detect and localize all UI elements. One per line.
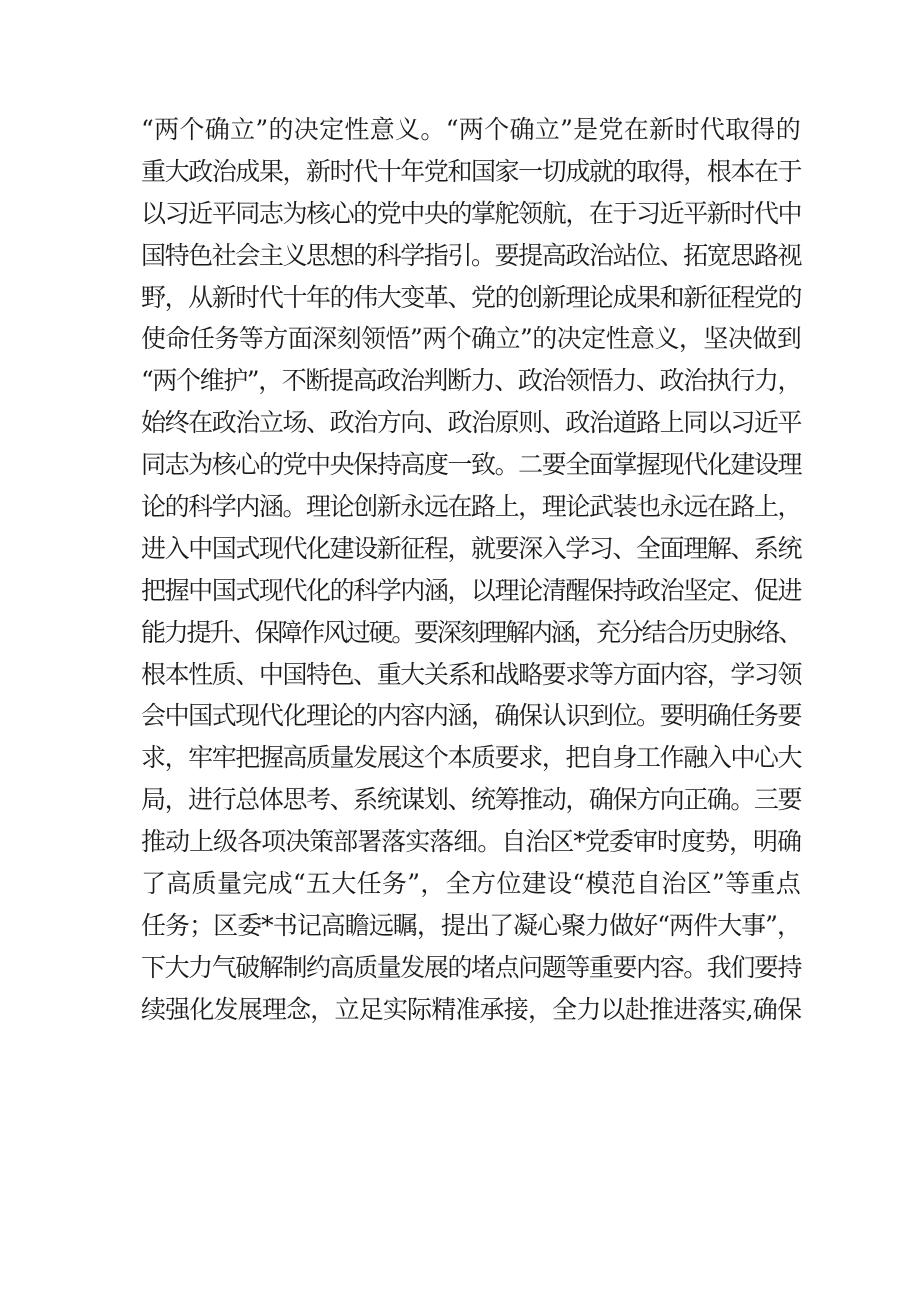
text-line: 局，进行总体思考、系统谋划、统筹推动，确保方向正确。三要 — [141, 785, 801, 815]
text-line: 能力提升、保障作风过硬。要深刻理解内涵，充分结合历史脉络、 — [141, 617, 801, 647]
text-line: 国特色社会主义思想的科学指引。要提高政治站位、拓宽思路视 — [141, 240, 801, 270]
text-line: 重大政治成果，新时代十年党和国家一切成就的取得，根本在于 — [141, 156, 801, 186]
text-line: 以习近平同志为核心的党中央的掌舵领航，在于习近平新时代中 — [141, 198, 801, 228]
text-line: 野，从新时代十年的伟大变革、党的创新理论成果和新征程党的 — [141, 282, 801, 312]
text-line: 进入中国式现代化建设新征程，就要深入学习、全面理解、系统 — [141, 533, 801, 563]
text-line: “两个维护”，不断提高政治判断力、政治领悟力、政治执行力， — [141, 366, 801, 396]
text-line: 把握中国式现代化的科学内涵，以理论清醒保持政治坚定、促进 — [141, 575, 801, 605]
text-line: 始终在政治立场、政治方向、政治原则、政治道路上同以习近平 — [141, 408, 801, 438]
text-line: 求，牢牢把握高质量发展这个本质要求，把自身工作融入中心大 — [141, 743, 801, 773]
text-line: “两个确立”的决定性意义。“两个确立”是党在新时代取得的 — [141, 115, 801, 144]
text-line: 会中国式现代化理论的内容内涵，确保认识到位。要明确任务要 — [141, 701, 801, 731]
text-line: 下大力气破解制约高质量发展的堵点问题等重要内容。我们要持 — [141, 952, 801, 982]
text-line: 推动上级各项决策部署落实落细。自治区*党委审时度势，明确 — [141, 827, 801, 857]
text-line: 续强化发展理念，立足实际精准承接，全力以赴推进落实,确保 — [141, 994, 801, 1024]
text-line: 根本性质、中国特色、重大关系和战略要求等方面内容，学习领 — [141, 659, 801, 689]
text-line: 使命任务等方面深刻领悟”两个确立”的决定性意义，坚决做到 — [141, 324, 801, 354]
text-line: 了高质量完成“五大任务”，全方位建设“模范自治区”等重点 — [141, 869, 801, 899]
text-line: 任务；区委*书记高瞻远瞩，提出了凝心聚力做好“两件大事”， — [141, 910, 801, 940]
text-line: 论的科学内涵。理论创新永远在路上，理论武装也永远在路上， — [141, 492, 801, 522]
text-line: 同志为核心的党中央保持高度一致。二要全面掌握现代化建设理 — [141, 450, 801, 480]
body-text — [141, 109, 801, 1031]
